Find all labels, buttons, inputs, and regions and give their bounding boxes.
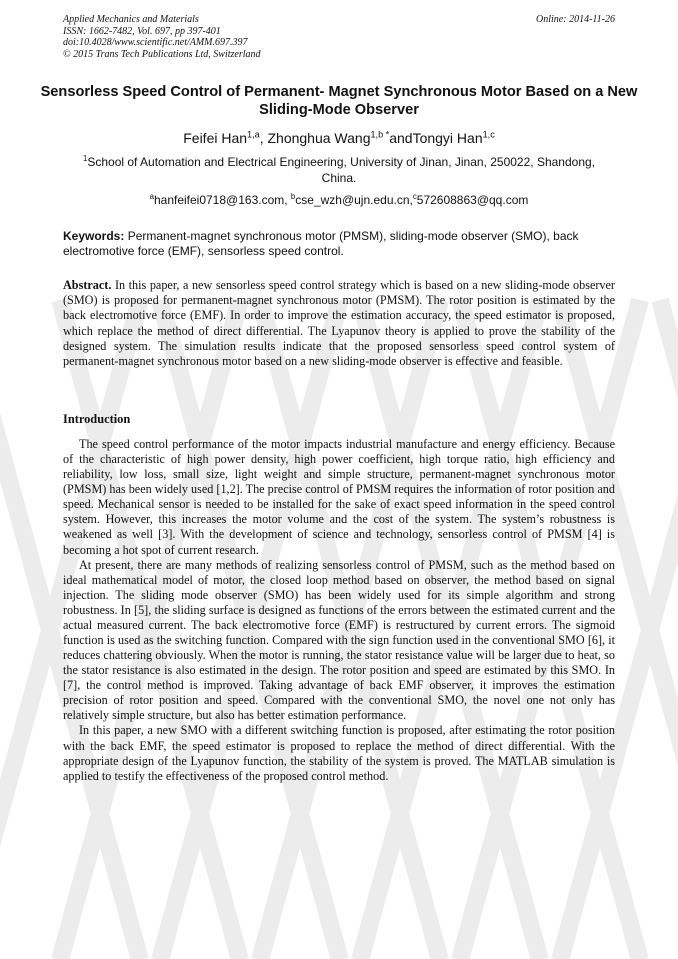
author-3: Tongyi Han [412,130,483,146]
keywords [63,229,615,259]
keywords-label: Keywords: [63,229,125,243]
email-a: hanfeifei0718@163.com, [153,193,291,207]
journal-header [63,14,615,60]
email-c: 572608863@qq.com [416,193,529,207]
introduction-heading: Introduction [63,412,131,426]
abstract-text: In this paper, a new sensorless speed control strategy which is based on a new sliding-mode observer (SMO) is proposed for permanent-magnet synchronous motor (PMSM). The rotor position is estimated by the back electromotive force (EMF). In order to improve the estimation accuracy, the speed estimator is proposed, which replace the method of direct differential. The Lyapunov theory is applied to prove the stability of the designed system. The simulation results indicate that the proposed sensorless speed control system of permanent-magnet synchronous motor based on a new sliding-mode observer is effective and feasible. [63,278,615,369]
email-b-sup: b [290,192,296,201]
intro-paragraph-3: In this paper, a new SMO with a different switching function is proposed, after estimating the rotor position with the back EMF, the speed estimator is proposed to replace the method of direct differential. With the appropriate design of the Lyapunov function, the stability of the system is proved. The MATLAB simulation is applied to testify the effectiveness of the proposed control method. [63,723,615,783]
email-c-sup: c [412,192,417,201]
journal-name: Applied Mechanics and Materials [63,14,199,25]
author-separator-and: and [389,130,413,146]
author-separator: , [259,130,268,146]
introduction-body [63,437,615,784]
email-line [40,193,638,207]
abstract [63,278,615,369]
author-line [40,130,638,146]
paper-title: Sensorless Speed Control of Permanent- Magnet Synchronous Motor Based on a New Sliding-Mode Observer [40,84,638,118]
issn-line: ISSN: 1662-7482, Vol. 697, pp 397-401 [63,25,221,37]
author-2-sup: 1,b * [370,129,390,140]
abstract-label: Abstract. [63,278,112,292]
author-2: Zhonghua Wang [267,130,371,146]
email-a-sup: a [149,192,154,201]
affiliation [64,155,614,186]
online-date: Online: 2014-11-26 [536,14,615,25]
email-b: cse_wzh@ujn.edu.cn, [295,193,413,207]
intro-paragraph-1: The speed control performance of the motor impacts industrial manufacture and energy efficiency. Because of the characteristic of high power density, high power coefficient, high torque ratio, high efficiency and reliability, low loss, small size, light weight and simple structure, permanent-magnet synchronous motor (PMSM) has been widely used [1,2]. The precise control of PMSM requires the information of rotor position and speed. Mechanical sensor is needed to be installed for the sake of exact speed information in the speed control system. However, this increases the motor volume and the cost of the system. The system’s robustness is weakened as well [3]. With the development of science and technology, sensorless control of PMSM [4] is becoming a hot spot of current research. [63,437,615,557]
author-1: Feifei Han [183,130,248,146]
author-1-sup: 1,a [247,129,260,140]
copyright-line: © 2015 Trans Tech Publications Ltd, Switzerland [63,48,261,60]
keywords-text: Permanent-magnet synchronous motor (PMSM), sliding-mode observer (SMO), back electromotive force (EMF), sensorless speed control. [63,229,579,258]
affiliation-text: School of Automation and Electrical Engineering, University of Jinan, Jinan, 250022, Shandong, China. [87,155,595,185]
doi-line: doi:10.4028/www.scientific.net/AMM.697.397 [63,37,248,49]
affiliation-sup: 1 [83,154,88,163]
author-3-sup: 1,c [482,129,495,140]
intro-paragraph-2: At present, there are many methods of realizing sensorless control of PMSM, such as the method based on ideal mathematical model of motor, the closed loop method based on observer, the method based on signal injection. The sliding mode observer (SMO) has been widely used for its simple algorithm and strong robustness. In [5], the sliding surface is designed as functions of the errors between the estimated current and the actual measured current. The back electromotive force (EMF) is restructured by current errors. The sigmoid function is used as the switching function. Compared with the sign function used in the conventional SMO [6], it reduces chattering obviously. When the motor is running, the stator resistance value will be larger due to heat, so the stator resistance is also estimated in the design. The rotor position and speed are estimated by this SMO. In [7], the control method is improved. Taking advantage of back EMF observer, it improves the estimation precision of rotor position and speed. Compared with the conventional SMO, the novel one not only has relatively simple structure, but also has better estimation performance. [63,557,615,723]
